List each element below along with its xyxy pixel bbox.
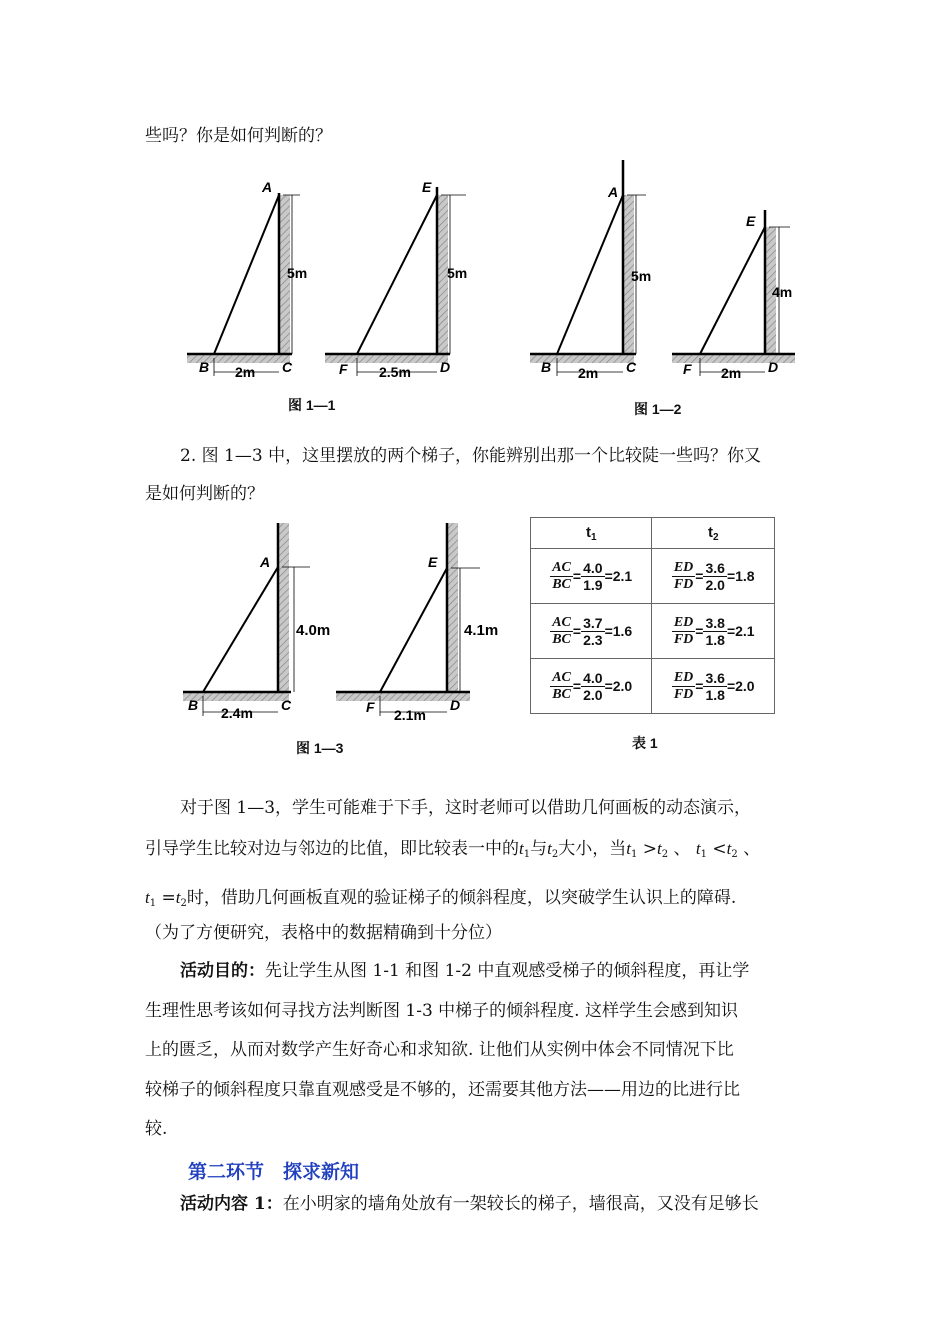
- table-row: $\frac{AC}{BC}$ = $\frac{4.0}{2.0}$ =2.0 $\frac{ED}{FD}$ = $\frac{3.6}{1.8}$ =2.0: [531, 659, 775, 714]
- fig13-caption: 图 1—3: [296, 740, 344, 756]
- para1-line2: 引导学生比较对边与邻边的比值，即比较表一中的$t_1$与$t_2$大小，当$t_1 >t_2$ 、 $t_1 <t_2$ 、: [145, 839, 761, 860]
- fig11-height-left: 5m: [287, 265, 308, 281]
- fig13-base-left: 2.4m: [221, 705, 253, 721]
- purpose-line2: 生理性思考该如何寻找方法判断图 1-3 中梯子的倾斜程度. 这样学生会感到知识: [145, 1001, 738, 1021]
- table-header-t1: $t_1$: [531, 518, 652, 549]
- fig12-label-A: A: [608, 184, 619, 200]
- fig13-base-right: 2.1m: [394, 707, 426, 723]
- content1-line1: 活动内容 1：在小明家的墙角处放有一架较长的梯子，墙很高，又没有足够长: [180, 1194, 759, 1214]
- fig11-label-E: E: [422, 179, 432, 195]
- table-header-t2: $t_2$: [652, 518, 775, 549]
- fig11-label-A: A: [262, 179, 273, 195]
- question2-line2: 是如何判断的？: [145, 484, 264, 504]
- question2-line1: 2. 图 1—3 中，这里摆放的两个梯子，你能辨别出那一个比较陡一些吗？你又: [180, 446, 762, 466]
- fig13-label-E: E: [428, 554, 438, 570]
- fig13-left-diagram: [183, 523, 310, 716]
- fig11-label-F: F: [339, 361, 348, 377]
- table1-caption: 表 1: [632, 735, 658, 751]
- fig12-label-C: C: [626, 359, 637, 375]
- fig12-label-B: B: [541, 359, 552, 375]
- fig11-right-diagram: [325, 187, 466, 376]
- purpose-line5: 较.: [145, 1119, 168, 1139]
- fig13-right-diagram: [336, 523, 480, 716]
- fig12-base-right: 2m: [721, 365, 742, 381]
- table-row: $\frac{AC}{BC}$ = $\frac{4.0}{1.9}$ =2.1 $\frac{ED}{FD}$ = $\frac{3.6}{2.0}$ =1.8: [531, 549, 775, 604]
- para1-line1: 对于图 1—3，学生可能难于下手，这时老师可以借助几何画板的动态演示，: [180, 798, 752, 818]
- fig12-left-diagram: [530, 160, 646, 376]
- fig11-height-right: 5m: [447, 265, 468, 281]
- fig13-label-D: D: [450, 697, 461, 713]
- fig11-label-B: B: [199, 359, 210, 375]
- fig13-height-right: 4.1m: [464, 622, 499, 639]
- fig11-label-C: C: [282, 359, 293, 375]
- fig11-left-diagram: [187, 193, 300, 376]
- para1-line3: $t_1 =t_2$时，借助几何画板直观的验证梯子的倾斜程度，以突破学生认识上的障碍.: [145, 888, 737, 909]
- fig13-height-left: 4.0m: [296, 622, 331, 639]
- fig12-base-left: 2m: [578, 365, 599, 381]
- ratio-table: [530, 517, 775, 714]
- fig11-label-D: D: [440, 359, 451, 375]
- fig13-label-C: C: [281, 697, 292, 713]
- fig12-height-right: 4m: [772, 284, 793, 300]
- fig13-label-F: F: [366, 699, 375, 715]
- purpose-line3: 上的匮乏，从而对数学产生好奇心和求知欲. 让他们从实例中体会不同情况下比: [145, 1040, 734, 1060]
- table-row: $\frac{AC}{BC}$ = $\frac{3.7}{2.3}$ =1.6 $\frac{ED}{FD}$ = $\frac{3.8}{1.8}$ =2.1: [531, 604, 775, 659]
- fig11-caption: 图 1—1: [288, 397, 336, 413]
- fig12-height-left: 5m: [631, 268, 652, 284]
- fig11-base-left: 2m: [235, 364, 256, 380]
- paragraph-continuation: 些吗？你是如何判断的？: [145, 126, 332, 146]
- purpose-line4: 较梯子的倾斜程度只靠直观感受是不够的，还需要其他方法——用边的比进行比: [145, 1080, 740, 1100]
- fig11-base-right: 2.5m: [379, 364, 411, 380]
- fig12-label-F: F: [683, 361, 692, 377]
- para1-line4: （为了方便研究，表格中的数据精确到十分位）: [145, 923, 502, 943]
- fig12-caption: 图 1—2: [634, 401, 682, 417]
- purpose-line1: 活动目的：先让学生从图 1-1 和图 1-2 中直观感受梯子的倾斜程度，再让学: [180, 961, 750, 981]
- section-heading: 第二环节 探求新知: [188, 1162, 360, 1183]
- fig12-label-E: E: [746, 213, 756, 229]
- fig12-label-D: D: [768, 359, 779, 375]
- fig13-label-A: A: [260, 554, 271, 570]
- fig13-label-B: B: [188, 697, 199, 713]
